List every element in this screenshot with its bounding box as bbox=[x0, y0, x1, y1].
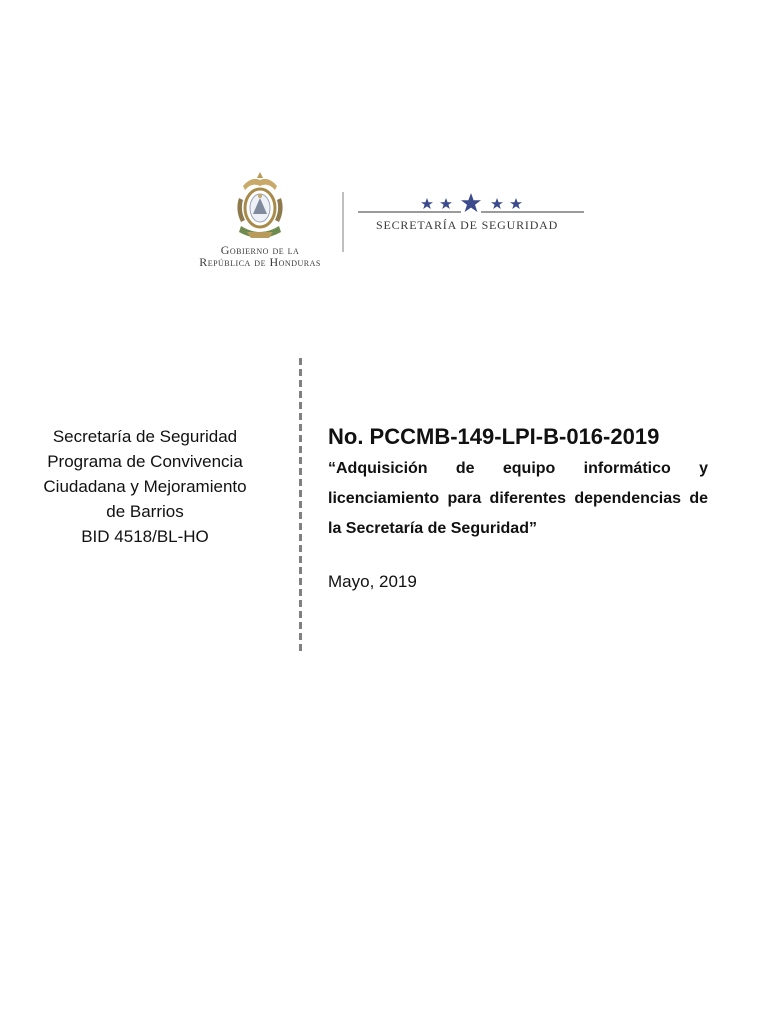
secretaria-seguridad-logo bbox=[356, 190, 586, 240]
program-line-5: BID 4518/BL-HO bbox=[81, 527, 209, 546]
document-number: No. PCCMB-149-LPI-B-016-2019 bbox=[328, 424, 660, 449]
gov-logo-line2: República de Honduras bbox=[199, 255, 321, 269]
gobierno-honduras-logo bbox=[180, 168, 340, 278]
program-info bbox=[22, 424, 268, 549]
program-line-2: Programa de Convivencia bbox=[47, 452, 243, 471]
document-title: “Adquisición de equipo informático y licenciamiento para diferentes dependencias de la Secretaría de Seguridad” bbox=[328, 460, 708, 537]
stars-icon bbox=[356, 190, 586, 220]
vertical-dashed-separator bbox=[299, 358, 302, 654]
document-date: Mayo, 2019 bbox=[328, 572, 417, 591]
document-info bbox=[328, 422, 708, 594]
program-line-4: de Barrios bbox=[106, 502, 184, 521]
program-line-1: Secretaría de Seguridad bbox=[52, 427, 238, 446]
program-line-3: Ciudadana y Mejoramiento bbox=[43, 477, 247, 496]
logo-divider bbox=[342, 192, 344, 252]
secretaria-logo-text: SECRETARÍA DE SEGURIDAD bbox=[376, 218, 559, 232]
gov-logo-line1: Gobierno de la bbox=[220, 243, 300, 257]
coat-of-arms-icon bbox=[229, 168, 291, 244]
